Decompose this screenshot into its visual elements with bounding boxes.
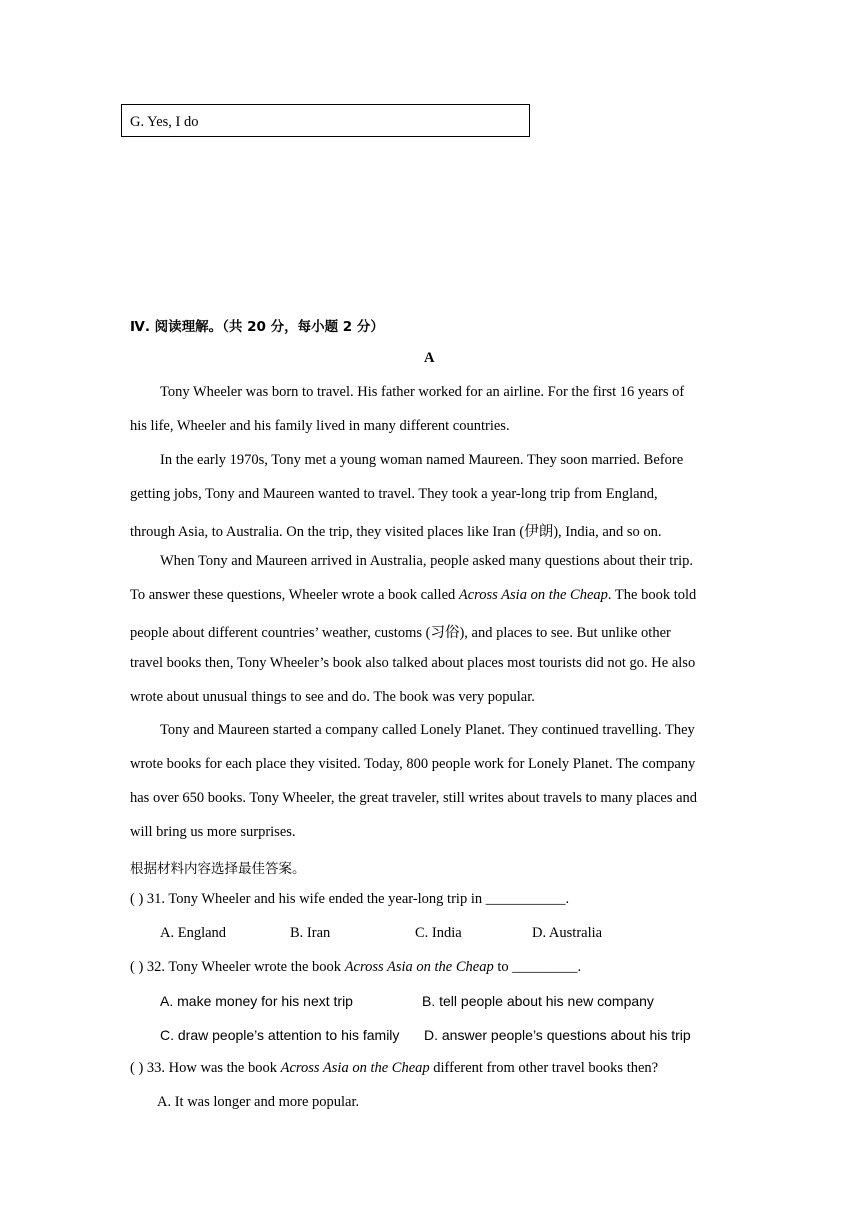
passage-title: A xyxy=(424,350,435,366)
question-32-stem xyxy=(130,959,581,976)
question-33-stem xyxy=(130,1060,658,1077)
book-title: Across Asia on the Cheap xyxy=(458,587,608,603)
passage-line: will bring us more surprises. xyxy=(130,824,296,840)
passage-text: . The book told xyxy=(607,587,697,603)
instruction: 根据材料内容选择最佳答案。 xyxy=(130,861,306,877)
question-31-stem: ( ) 31. Tony Wheeler and his wife ended the year-long trip in ___________. xyxy=(130,891,570,907)
q31-option-c: C. India xyxy=(415,925,462,941)
question-text: to _________. xyxy=(493,959,582,975)
question-text: ( ) 32. Tony Wheeler wrote the book xyxy=(130,959,345,975)
q31-option-d: D. Australia xyxy=(532,925,603,941)
q32-option-c: C. draw people’s attention to his family xyxy=(160,1027,400,1043)
passage-line xyxy=(130,587,696,604)
passage-line: travel books then, Tony Wheeler’s book also talked about places most tourists did not go. He also xyxy=(130,655,696,671)
passage-line: wrote about unusual things to see and do. The book was very popular. xyxy=(130,689,535,705)
book-title: Across Asia on the Cheap xyxy=(344,959,494,975)
question-text: ( ) 33. How was the book xyxy=(130,1060,281,1076)
option-box xyxy=(121,104,530,137)
q32-option-d: D. answer people’s questions about his trip xyxy=(424,1027,691,1043)
passage-line: getting jobs, Tony and Maureen wanted to travel. They took a year-long trip from England, xyxy=(130,486,658,502)
q31-option-a: A. England xyxy=(160,925,227,941)
q31-option-b: B. Iran xyxy=(290,925,331,941)
option-g: G. Yes, I do xyxy=(130,114,199,130)
passage-line: has over 650 books. Tony Wheeler, the great traveler, still writes about travels to many places and xyxy=(130,790,698,806)
passage-line: wrote books for each place they visited. Today, 800 people work for Lonely Planet. The company xyxy=(130,756,696,772)
q33-option-a: A. It was longer and more popular. xyxy=(157,1094,360,1110)
passage-line: When Tony and Maureen arrived in Australia, people asked many questions about their trip. xyxy=(160,553,694,569)
passage-line: Tony Wheeler was born to travel. His father worked for an airline. For the first 16 years of xyxy=(160,384,685,400)
section-heading: Ⅳ. 阅读理解。（共 20 分，每小题 2 分） xyxy=(130,319,384,335)
passage-text: To answer these questions, Wheeler wrote a book called xyxy=(130,587,459,603)
question-text: different from other travel books then? xyxy=(429,1060,659,1076)
passage-line: his life, Wheeler and his family lived in many different countries. xyxy=(130,418,510,434)
book-title: Across Asia on the Cheap xyxy=(280,1060,430,1076)
q32-option-b: B. tell people about his new company xyxy=(422,993,654,1009)
q32-option-a: A. make money for his next trip xyxy=(160,993,353,1009)
passage-line: through Asia, to Australia. On the trip, they visited places like Iran (伊朗), India, and so on. xyxy=(130,524,662,540)
passage-line: In the early 1970s, Tony met a young woman named Maureen. They soon married. Before xyxy=(160,452,684,468)
passage-line: Tony and Maureen started a company called Lonely Planet. They continued travelling. They xyxy=(160,722,695,738)
passage-line: people about different countries’ weather, customs (习俗), and places to see. But unlike other xyxy=(130,625,671,641)
